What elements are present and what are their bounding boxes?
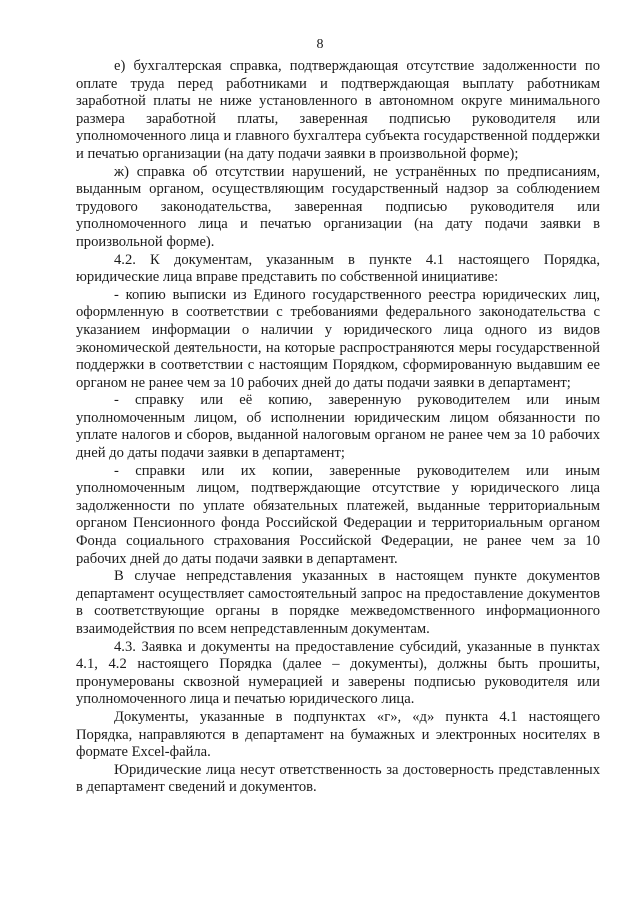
paragraph-responsibility: Юридические лица несут ответственность за достоверность представленных в департамент сведений и документов.: [76, 761, 600, 796]
paragraph-4-2: 4.2. К документам, указанным в пункте 4.1 настоящего Порядка, юридические лица вправе представить по собственной инициативе:: [76, 251, 600, 286]
list-item-egrul-extract: - копию выписки из Единого государственного реестра юридических лиц, оформленную в соответствии с требованиями федерального законодательства с указанием информации о наличии у юридического лица одного из видов экономической деятельности, на которые распространяются меры государственной поддержки в соответствии с настоящим Порядком, сформированную выдавшим ее органом не ранее чем за 10 рабочих дней до даты подачи заявки в департамент;: [76, 286, 600, 391]
page-number: 8: [316, 37, 324, 52]
paragraph-4-3: 4.3. Заявка и документы на предоставление субсидий, указанные в пунктах 4.1, 4.2 настоящего Порядка (далее – документы), должны быть прошиты, пронумерованы сквозной нумерацией и заверены подписью руководителя или уполномоченного лица и печатью юридического лица.: [76, 638, 600, 708]
list-item-mandatory-payments-certificates: - справки или их копии, заверенные руководителем или иным уполномоченным лицом, подтверждающие отсутствие у юридического лица задолженности по уплате обязательных платежей, выданные территориальным органом Пенсионного фонда Российской Федерации и территориальным органом Фонда социального страхования Российской Федерации, не ранее чем за 10 рабочих дней до даты подачи заявки в департамент.: [76, 462, 600, 567]
paragraph-e-accounting-certificate: е) бухгалтерская справка, подтверждающая отсутствие задолженности по оплате труда перед работниками и подтверждающая выплату работникам заработной платы не ниже установленного в автономном округе минимального размера заработной платы, заверенная подписью руководителя или уполномоченного лица и главного бухгалтера субъекта государственной поддержки и печатью организации (на дату подачи заявки в произвольной форме);: [76, 58, 600, 162]
paragraph-interagency-request: В случае непредставления указанных в настоящем пункте документов департамент осуществляет самостоятельный запрос на предоставление документов в соответствующие органы в порядке межведомственного информационного взаимодействия по всем непредставленным документам.: [76, 568, 600, 637]
paragraph-zh-violations-certificate: ж) справка об отсутствии нарушений, не устранённых по предписаниям, выданным органом, осуществляющим государственный надзор за соблюдением трудового законодательства, заверенная подписью руководителя или уполномоченного лица и печатью организации (на дату подачи заявки в произвольной форме).: [76, 163, 600, 250]
paragraph-documents-excel: Документы, указанные в подпунктах «г», «д» пункта 4.1 настоящего Порядка, направляются в департамент на бумажных и электронных носителях в формате Excel-файла.: [76, 708, 600, 761]
document-body: [76, 58, 600, 797]
list-item-tax-certificate: - справку или её копию, заверенную руководителем или иным уполномоченным лицом, об исполнении юридическим лицом обязанности по уплате налогов и сборов, выданной налоговым органом не ранее чем за 10 рабочих дней до даты подачи заявки в департамент;: [76, 392, 600, 462]
